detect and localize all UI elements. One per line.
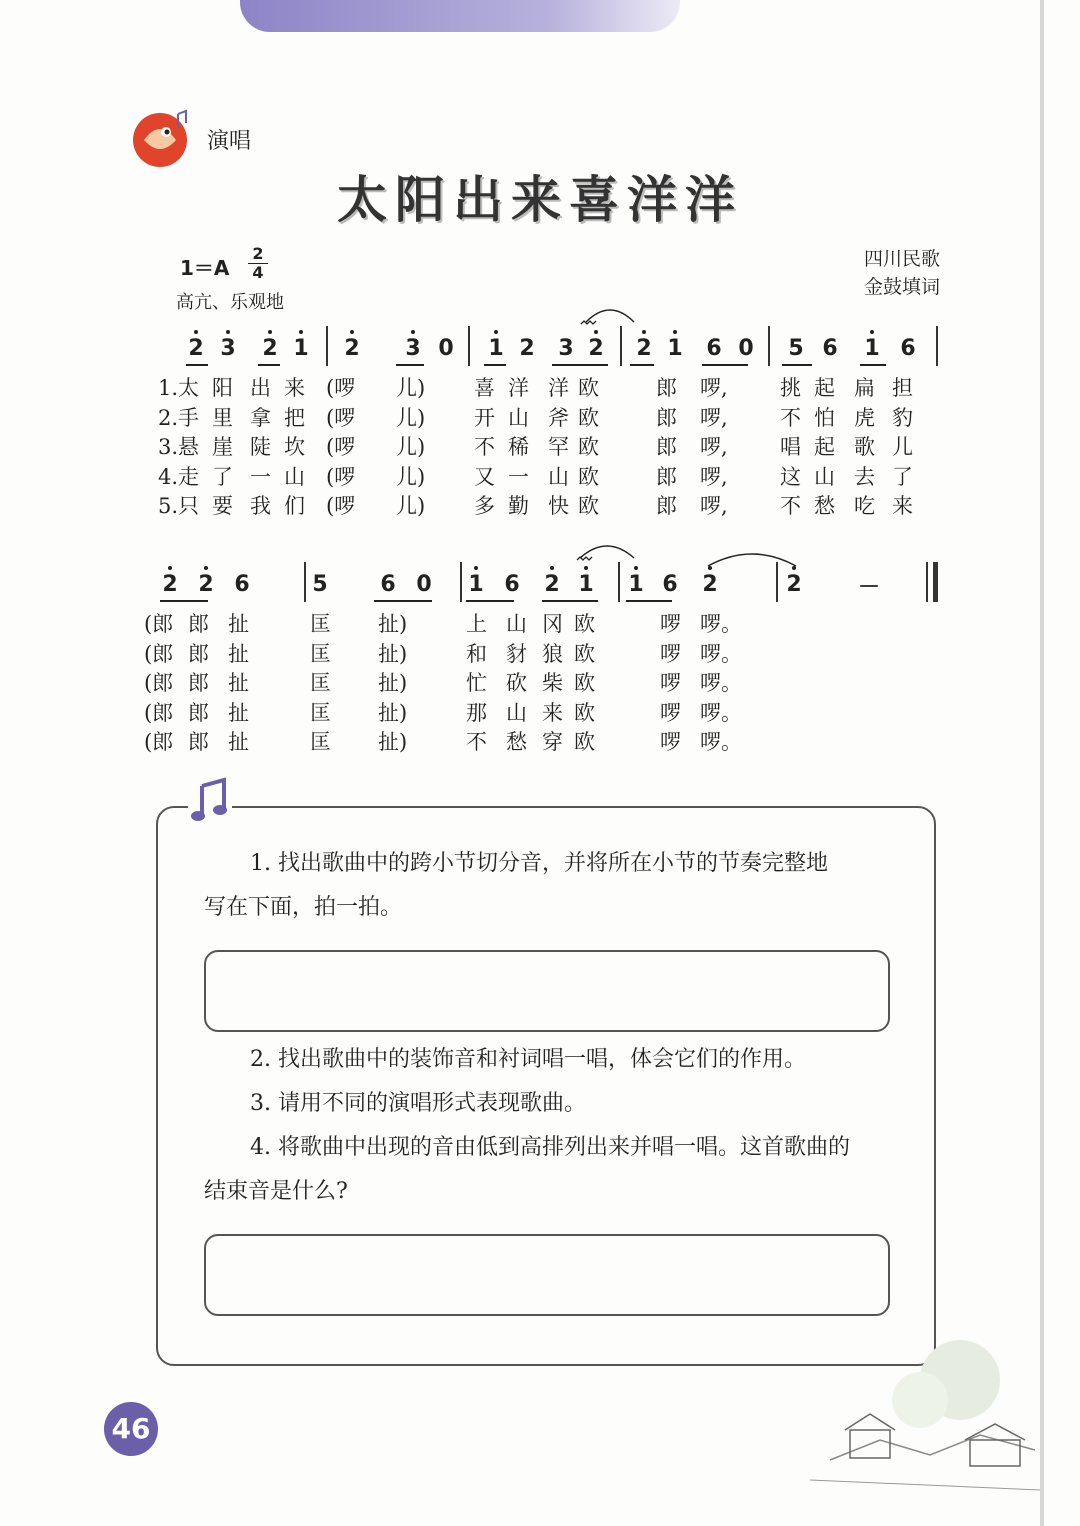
lyric-syllable: 多 bbox=[474, 494, 495, 518]
barline bbox=[768, 326, 770, 366]
lyric-syllable: 啰, bbox=[700, 464, 728, 489]
sustain-dash: － bbox=[858, 575, 881, 600]
lyric-syllable: 欧 bbox=[574, 671, 595, 695]
lyric-syllable: 山 bbox=[508, 405, 529, 430]
answer-box-1[interactable] bbox=[204, 950, 890, 1032]
note: 2 bbox=[542, 572, 562, 598]
lyric-syllable: 怕 bbox=[814, 405, 835, 430]
lyric-syllable: 要 bbox=[212, 494, 233, 518]
lyric-syllable: 拿 bbox=[250, 405, 271, 430]
lyric-syllable: 了 bbox=[892, 464, 913, 489]
lyric-syllable: 啰。 bbox=[700, 730, 742, 754]
tempo-marking: 高亢、乐观地 bbox=[176, 292, 284, 313]
lyric-syllable: 柴 bbox=[542, 671, 563, 695]
lyric-syllable: 儿) bbox=[396, 435, 426, 459]
question-1-line-1: 1. 找出歌曲中的跨小节切分音，并将所在小节的节奏完整地 bbox=[250, 851, 828, 876]
lyric-syllable: 儿) bbox=[396, 376, 426, 400]
lyric-syllable: 欧 bbox=[578, 464, 599, 489]
lyric-syllable: (啰 bbox=[326, 494, 356, 518]
lyric-syllable: 坎 bbox=[284, 435, 305, 459]
question-2: 2. 找出歌曲中的装饰音和衬词唱一唱，体会它们的作用。 bbox=[250, 1047, 806, 1072]
note: 2 bbox=[519, 336, 535, 361]
lyric-syllable: 忙 bbox=[466, 671, 487, 695]
lyric-syllable: 匡 bbox=[310, 730, 331, 754]
lyric-syllable: 扁 bbox=[854, 376, 875, 400]
note: 2 bbox=[586, 336, 606, 362]
rhythm-underline bbox=[552, 364, 608, 366]
rhythm-underline bbox=[258, 364, 280, 366]
lyric-syllable: 匡 bbox=[310, 612, 331, 636]
note: 5 bbox=[788, 336, 804, 361]
lyric-syllable: 啰, bbox=[700, 435, 728, 459]
section-label: 演唱 bbox=[207, 129, 252, 154]
barline bbox=[304, 562, 306, 602]
lyric-syllable: 啰 bbox=[660, 612, 681, 636]
lyric-syllable: 欧 bbox=[578, 494, 599, 518]
lyric-syllable: 匡 bbox=[310, 671, 331, 695]
lyric-syllable: 快 bbox=[548, 494, 569, 518]
note: 0 bbox=[438, 336, 454, 361]
lyric-syllable: 啰。 bbox=[700, 612, 742, 636]
time-signature: 2 4 bbox=[248, 246, 268, 281]
lyric-syllable: 又 bbox=[474, 464, 495, 489]
lyric-syllable: 啰 bbox=[660, 671, 681, 695]
lyric-syllable: 阳 bbox=[212, 376, 233, 400]
lyric-syllable: 把 bbox=[284, 405, 305, 430]
final-barline-thin bbox=[926, 562, 928, 602]
lyric-syllable: 愁 bbox=[814, 494, 835, 518]
lyric-syllable: 郎 bbox=[656, 376, 677, 400]
lyric-syllable: 洋 bbox=[508, 376, 529, 400]
lyric-syllable: 冈 bbox=[542, 612, 563, 636]
lyric-syllable: 斧 bbox=[548, 405, 569, 430]
lyric-syllable: (郎 bbox=[144, 612, 174, 636]
lyric-syllable: 2.手 bbox=[158, 405, 200, 430]
lyric-syllable: 开 bbox=[474, 405, 495, 430]
lyric-syllable: 我 bbox=[250, 494, 271, 518]
answer-box-2[interactable] bbox=[204, 1234, 890, 1316]
lyric-syllable: 扯) bbox=[378, 612, 408, 636]
lyric-syllable: (啰 bbox=[326, 376, 356, 400]
lyric-syllable: 郎 bbox=[188, 641, 209, 666]
lyric-syllable: 扯 bbox=[228, 700, 249, 725]
barline bbox=[618, 562, 620, 602]
note: 3 bbox=[218, 336, 238, 362]
lyric-syllable: 郎 bbox=[188, 671, 209, 695]
lyric-syllable: 郎 bbox=[188, 730, 209, 754]
note: 6 bbox=[662, 572, 678, 597]
lyric-syllable: 啰 bbox=[660, 700, 681, 725]
rhythm-underline bbox=[160, 600, 208, 602]
lyric-syllable: 欧 bbox=[578, 435, 599, 459]
grace-note-ornament bbox=[580, 320, 598, 328]
lyric-syllable: 砍 bbox=[506, 671, 527, 695]
lyric-syllable: 山 bbox=[506, 612, 527, 636]
note: 6 bbox=[706, 336, 722, 361]
note: 6 bbox=[504, 572, 520, 597]
lyric-syllable: 不 bbox=[780, 405, 801, 430]
lyric-syllable: 勤 bbox=[508, 494, 529, 518]
note: 6 bbox=[234, 572, 250, 597]
lyric-syllable: 扯) bbox=[378, 700, 408, 725]
lyric-syllable: 山 bbox=[284, 464, 305, 489]
note: 2 bbox=[634, 336, 654, 362]
lyric-syllable: 来 bbox=[542, 700, 563, 725]
village-illustration bbox=[810, 1290, 1040, 1510]
question-4-line-1: 4. 将歌曲中出现的音由低到高排列出来并唱一唱。这首歌曲的 bbox=[250, 1135, 850, 1160]
lyric-syllable: 扯 bbox=[228, 641, 249, 666]
lyric-syllable: 扯) bbox=[378, 641, 408, 666]
note: 3 bbox=[558, 336, 574, 361]
page-number: 46 bbox=[104, 1402, 158, 1456]
lyric-syllable: 不 bbox=[466, 730, 487, 754]
barline bbox=[468, 326, 470, 366]
rhythm-underline bbox=[484, 364, 506, 366]
lyric-syllable: 去 bbox=[854, 464, 875, 489]
lyric-syllable: 上 bbox=[466, 612, 487, 636]
lyric-syllable: 啰, bbox=[700, 376, 728, 400]
lyric-syllable: 郎 bbox=[656, 494, 677, 518]
lyric-syllable: 担 bbox=[892, 376, 913, 400]
lyric-syllable: 1.太 bbox=[158, 376, 200, 400]
lyric-syllable: 扯 bbox=[228, 671, 249, 695]
lyric-syllable: 虎 bbox=[854, 405, 875, 430]
note: 2 bbox=[784, 572, 804, 598]
lyric-syllable: 起 bbox=[814, 376, 835, 400]
top-decoration-bar bbox=[240, 0, 680, 32]
lyric-syllable: 洋 bbox=[548, 376, 569, 400]
lyric-syllable: 了 bbox=[212, 464, 233, 489]
lyric-syllable: (啰 bbox=[326, 435, 356, 459]
barline bbox=[620, 326, 622, 366]
lyric-syllable: 匡 bbox=[310, 641, 331, 666]
lyric-syllable: 扯 bbox=[228, 730, 249, 754]
lyric-syllable: 来 bbox=[284, 376, 305, 400]
note: 2 bbox=[196, 572, 216, 598]
note: 2 bbox=[186, 336, 206, 362]
rhythm-underline bbox=[860, 364, 886, 366]
lyric-syllable: 儿) bbox=[396, 405, 426, 430]
note: 6 bbox=[380, 572, 396, 597]
music-note-icon bbox=[188, 776, 232, 824]
song-origin: 四川民歌 bbox=[863, 248, 940, 270]
lyric-syllable: 豹 bbox=[892, 405, 913, 430]
lyric-syllable: 啰 bbox=[660, 730, 681, 754]
lyric-syllable: 郎 bbox=[188, 700, 209, 725]
lyric-syllable: 稀 bbox=[508, 435, 529, 459]
lyric-syllable: (郎 bbox=[144, 700, 174, 725]
note: 3 bbox=[403, 336, 423, 362]
lyricist-credit: 金鼓填词 bbox=[863, 276, 940, 298]
lyric-syllable: 不 bbox=[474, 435, 495, 459]
note: 2 bbox=[700, 572, 720, 598]
rhythm-underline bbox=[396, 364, 424, 366]
lyric-syllable: 郎 bbox=[656, 464, 677, 489]
lyric-syllable: 不 bbox=[780, 494, 801, 518]
lyric-syllable: 歌 bbox=[854, 435, 875, 459]
question-4-line-2: 结束音是什么? bbox=[204, 1179, 348, 1204]
lyric-syllable: 扯) bbox=[378, 730, 408, 754]
lyric-syllable: 愁 bbox=[506, 730, 527, 754]
note: 1 bbox=[466, 572, 486, 598]
question-3: 3. 请用不同的演唱形式表现歌曲。 bbox=[250, 1091, 586, 1116]
lyric-syllable: 们 bbox=[284, 494, 305, 518]
note: 6 bbox=[900, 336, 916, 361]
lyric-syllable: 儿) bbox=[396, 494, 426, 518]
lyric-syllable: (啰 bbox=[326, 405, 356, 430]
rhythm-underline bbox=[186, 364, 208, 366]
lyric-syllable: 儿 bbox=[892, 435, 913, 459]
lyric-syllable: 儿) bbox=[396, 464, 426, 489]
lyric-syllable: 扯 bbox=[228, 612, 249, 636]
lyric-syllable: 啰。 bbox=[700, 671, 742, 695]
lyric-syllable: 起 bbox=[814, 435, 835, 459]
rhythm-underline bbox=[630, 364, 654, 366]
lyric-syllable: 啰。 bbox=[700, 700, 742, 725]
grace-note-ornament bbox=[576, 556, 594, 564]
lyric-syllable: 啰, bbox=[700, 405, 728, 430]
key-signature: 1＝A bbox=[180, 256, 230, 280]
song-title: 太阳出来喜洋洋 bbox=[337, 171, 743, 229]
lyric-syllable: 出 bbox=[250, 376, 271, 400]
lyric-syllable: 山 bbox=[814, 464, 835, 489]
lyric-syllable: 啰。 bbox=[700, 641, 742, 666]
rhythm-underline bbox=[466, 600, 514, 602]
note: 1 bbox=[862, 336, 882, 362]
lyric-syllable: 那 bbox=[466, 700, 487, 725]
lyric-syllable: 扯) bbox=[378, 671, 408, 695]
note: 1 bbox=[486, 336, 506, 362]
note: 2 bbox=[260, 336, 280, 362]
rhythm-underline bbox=[374, 600, 432, 602]
lyric-syllable: 这 bbox=[780, 464, 801, 489]
barline bbox=[326, 326, 328, 366]
note: 1 bbox=[626, 572, 646, 598]
note: 2 bbox=[160, 572, 180, 598]
lyric-syllable: 啰 bbox=[660, 641, 681, 666]
barline bbox=[936, 326, 938, 366]
lyric-syllable: 3.悬 bbox=[158, 435, 200, 459]
rhythm-underline bbox=[782, 364, 812, 366]
lyric-syllable: 匡 bbox=[310, 700, 331, 725]
lyric-syllable: 唱 bbox=[780, 435, 801, 459]
lyric-syllable: 山 bbox=[506, 700, 527, 725]
lyric-syllable: 豺 bbox=[506, 641, 527, 666]
barline bbox=[776, 562, 778, 602]
lyric-syllable: 欧 bbox=[574, 700, 595, 725]
lyric-syllable: 啰, bbox=[700, 494, 728, 518]
lyric-syllable: 欧 bbox=[574, 612, 595, 636]
tie-arc bbox=[706, 548, 798, 568]
note: 1 bbox=[291, 336, 311, 362]
lyric-syllable: (郎 bbox=[144, 671, 174, 695]
lyric-syllable: 欧 bbox=[578, 376, 599, 400]
lyric-syllable: 狼 bbox=[542, 641, 563, 666]
lyric-syllable: 喜 bbox=[474, 376, 495, 400]
lyric-syllable: 里 bbox=[212, 405, 233, 430]
lyric-syllable: 4.走 bbox=[158, 464, 200, 489]
lyric-syllable: 来 bbox=[892, 494, 913, 518]
lyric-syllable: 挑 bbox=[780, 376, 801, 400]
lyric-syllable: 吃 bbox=[854, 494, 875, 518]
lyric-syllable: 山 bbox=[548, 464, 569, 489]
lyric-syllable: 陡 bbox=[250, 435, 271, 459]
lyric-syllable: 罕 bbox=[548, 435, 569, 459]
barline bbox=[460, 562, 462, 602]
note: 5 bbox=[312, 572, 328, 597]
lyric-syllable: (啰 bbox=[326, 464, 356, 489]
lyric-syllable: 郎 bbox=[188, 612, 209, 636]
lyric-syllable: (郎 bbox=[144, 730, 174, 754]
lyric-syllable: 5.只 bbox=[158, 494, 200, 518]
lyric-syllable: 穿 bbox=[542, 730, 563, 754]
note: 1 bbox=[665, 336, 685, 362]
lyric-syllable: 欧 bbox=[574, 730, 595, 754]
note: 0 bbox=[416, 572, 432, 597]
lyric-syllable: 欧 bbox=[578, 405, 599, 430]
note: 0 bbox=[738, 336, 754, 361]
singing-bird-icon bbox=[130, 106, 192, 168]
lyric-syllable: 郎 bbox=[656, 435, 677, 459]
question-1-line-2: 写在下面，拍一拍。 bbox=[204, 895, 403, 920]
note: 2 bbox=[342, 336, 362, 362]
note: 6 bbox=[822, 336, 838, 361]
final-barline-thick bbox=[933, 562, 938, 602]
lyric-syllable: 欧 bbox=[574, 641, 595, 666]
rhythm-underline bbox=[626, 600, 672, 602]
lyric-syllable: 郎 bbox=[656, 405, 677, 430]
lyric-syllable: 崖 bbox=[212, 435, 233, 459]
lyric-syllable: 一 bbox=[508, 464, 529, 489]
rhythm-underline bbox=[702, 364, 748, 366]
note: 1 bbox=[576, 572, 596, 598]
rhythm-underline bbox=[542, 600, 598, 602]
lyric-syllable: 和 bbox=[466, 641, 487, 666]
lyric-syllable: (郎 bbox=[144, 641, 174, 666]
lyric-syllable: 一 bbox=[250, 464, 271, 489]
